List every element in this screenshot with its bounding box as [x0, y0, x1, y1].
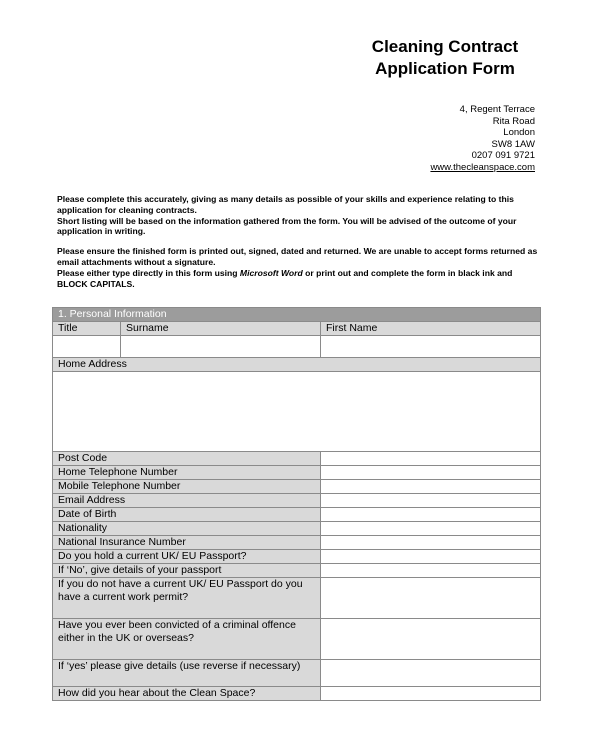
address-phone: 0207 091 9721 [471, 150, 535, 162]
post-code-input[interactable] [321, 452, 541, 466]
title-line-2: Application Form [375, 59, 515, 78]
ni-number-label: National Insurance Number [53, 536, 321, 550]
instructions-p4-before: Please either type directly in this form using [57, 267, 240, 278]
address-line-3: London [503, 127, 535, 139]
name-header-row [53, 322, 541, 336]
passport-details-label: If ‘No’, give details of your passport [53, 564, 321, 578]
field-row [53, 619, 541, 660]
surname-input[interactable] [121, 336, 321, 358]
home-address-input[interactable] [53, 372, 541, 452]
field-row [53, 452, 541, 466]
field-row [53, 494, 541, 508]
referral-source-input[interactable] [321, 687, 541, 701]
instructions-p4-after: or print out and complete the form in black ink and BLOCK CAPITALS. [57, 267, 513, 289]
company-address [430, 104, 535, 174]
field-row [53, 480, 541, 494]
address-postcode: SW8 1AW [491, 138, 535, 150]
title-line-1: Cleaning Contract [371, 37, 519, 56]
field-row [53, 687, 541, 701]
nationality-input[interactable] [321, 522, 541, 536]
passport-details-input[interactable] [321, 564, 541, 578]
email-label: Email Address [53, 494, 321, 508]
field-row [53, 536, 541, 550]
address-line-2: Rita Road [492, 115, 535, 127]
home-telephone-label: Home Telephone Number [53, 466, 321, 480]
conviction-label: Have you ever been convicted of a criminal offence either in the UK or overseas? [53, 619, 321, 660]
work-permit-label: If you do not have a current UK/ EU Passport do you have a current work permit? [53, 578, 321, 619]
mobile-telephone-input[interactable] [321, 480, 541, 494]
conviction-details-label: If ‘yes’ please give details (use reverse if necessary) [53, 660, 321, 687]
instructions-block-2 [57, 246, 541, 289]
instructions-p2: Short listing will be based on the information gathered from the form. You will be advised of the outcome of your application in writing. [57, 215, 517, 237]
instructions-p4-em: Microsoft Word [239, 267, 303, 278]
nationality-label: Nationality [53, 522, 321, 536]
first-name-label: First Name [321, 322, 541, 336]
first-name-input[interactable] [321, 336, 541, 358]
title-input[interactable] [53, 336, 121, 358]
instructions-block-1 [57, 194, 541, 237]
field-row [53, 660, 541, 687]
title-label: Title [53, 322, 121, 336]
home-telephone-input[interactable] [321, 466, 541, 480]
conviction-details-input[interactable] [321, 660, 541, 687]
mobile-telephone-label: Mobile Telephone Number [53, 480, 321, 494]
field-row [53, 522, 541, 536]
website-link[interactable]: www.thecleanspace.com [430, 161, 535, 173]
name-input-row [53, 336, 541, 358]
passport-question-label: Do you hold a current UK/ EU Passport? [53, 550, 321, 564]
instructions-p3: Please ensure the finished form is printed out, signed, dated and returned. We are unable to accept forms returned as email attachments without a signature. [57, 246, 538, 267]
personal-information-table [52, 307, 541, 701]
ni-number-input[interactable] [321, 536, 541, 550]
field-row [53, 564, 541, 578]
passport-question-input[interactable] [321, 550, 541, 564]
section-title: 1. Personal Information [53, 308, 541, 322]
date-of-birth-label: Date of Birth [53, 508, 321, 522]
field-row [53, 508, 541, 522]
email-input[interactable] [321, 494, 541, 508]
form-title [330, 36, 560, 80]
referral-source-label: How did you hear about the Clean Space? [53, 687, 321, 701]
section-header-row [53, 308, 541, 322]
home-address-label: Home Address [53, 358, 541, 372]
conviction-input[interactable] [321, 619, 541, 660]
instructions [57, 194, 541, 298]
address-line-1: 4, Regent Terrace [459, 104, 535, 115]
field-row [53, 578, 541, 619]
home-address-label-row [53, 358, 541, 372]
surname-label: Surname [121, 322, 321, 336]
field-row [53, 466, 541, 480]
work-permit-input[interactable] [321, 578, 541, 619]
field-row [53, 550, 541, 564]
date-of-birth-input[interactable] [321, 508, 541, 522]
post-code-label: Post Code [53, 452, 321, 466]
home-address-input-row [53, 372, 541, 452]
instructions-p1: Please complete this accurately, giving as many details as possible of your skills and experience relating to this application for cleaning contracts. [57, 194, 514, 215]
